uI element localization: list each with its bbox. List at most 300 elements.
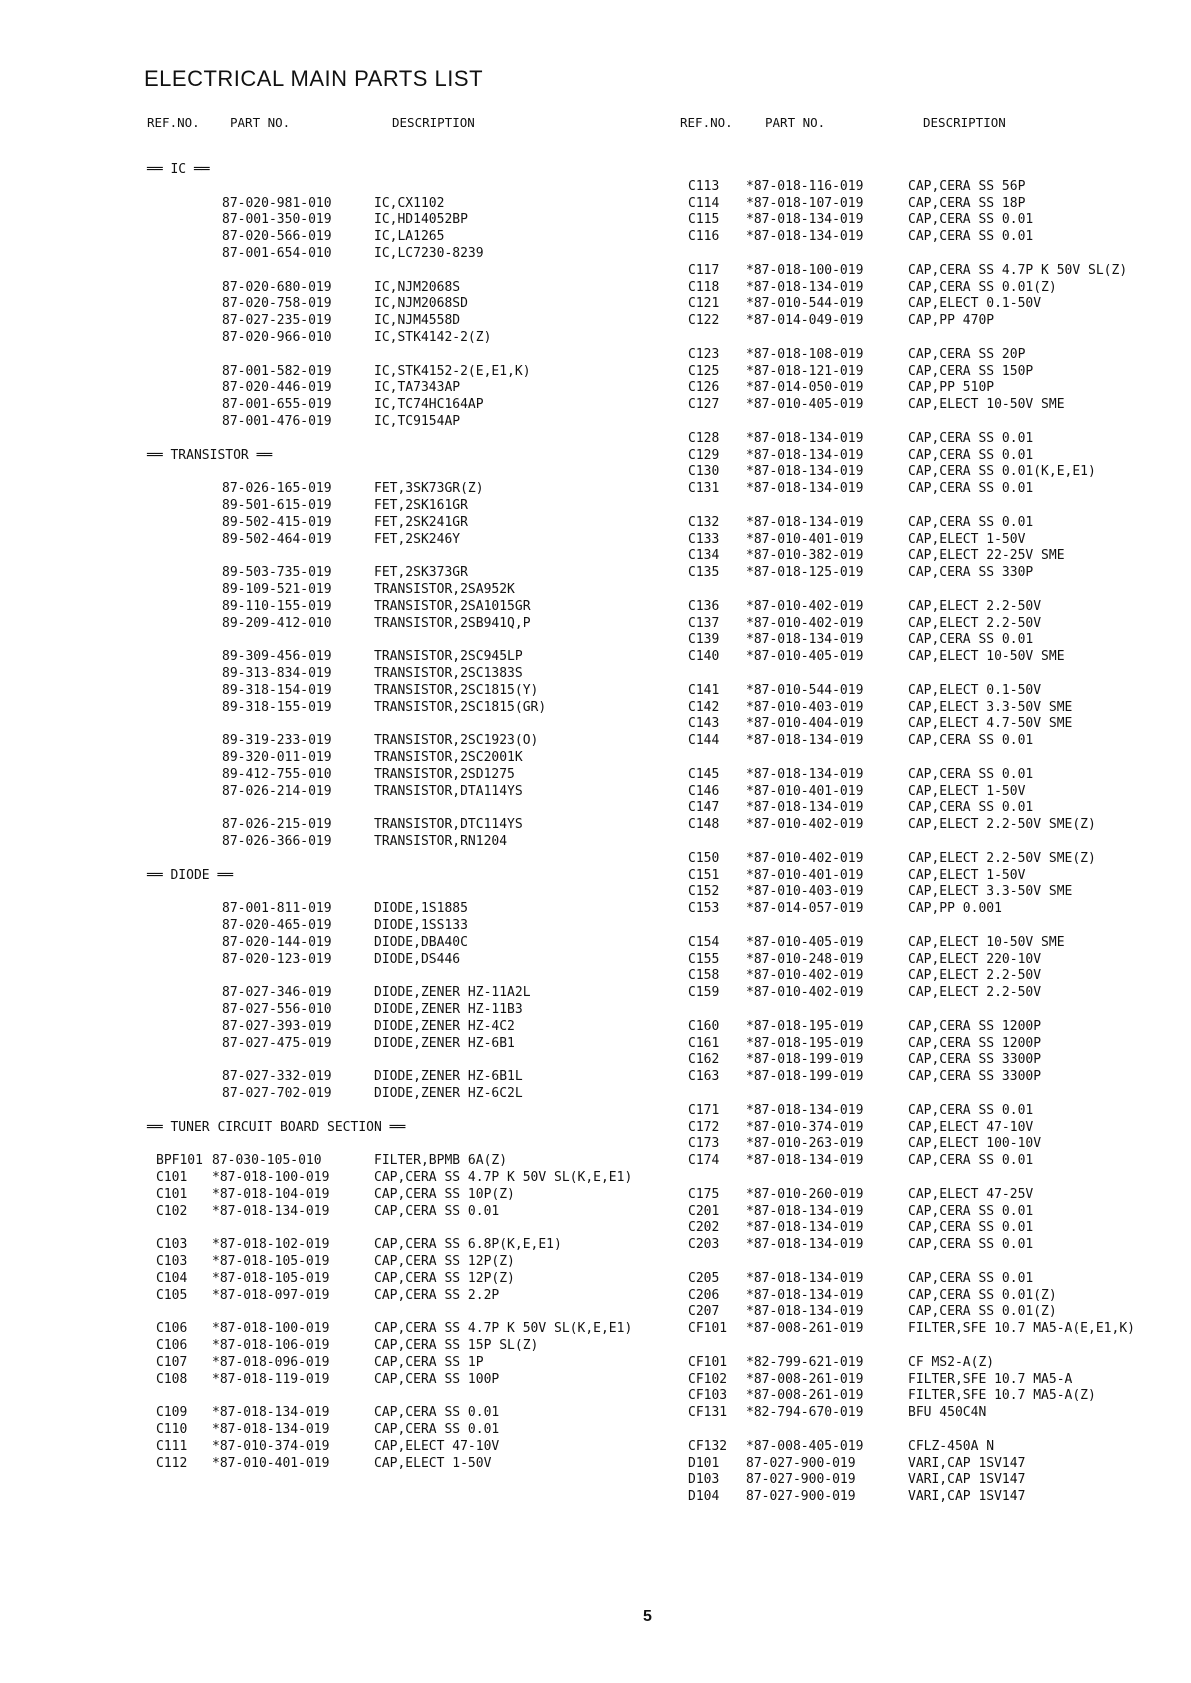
part-no: *87-018-134-019 [746, 766, 864, 782]
description: CAP,CERA SS 0.01 [908, 733, 1034, 749]
description: VARI,CAP 1SV147 [908, 1455, 1026, 1471]
description: CAP,ELECT 2.2-50V SME(Z) [908, 850, 1096, 866]
description: CAP,CERA SS 4.7P K 50V SL(K,E,E1) [374, 1321, 633, 1337]
description: TRANSISTOR,2SC1815(Y) [374, 682, 539, 698]
part-no: *87-018-134-019 [746, 514, 864, 530]
description: TRANSISTOR,2SB941Q,P [374, 615, 531, 631]
part-no: *87-010-260-019 [746, 1186, 864, 1202]
ref-no: C137 [688, 615, 720, 631]
description: CAP,CERA SS 100P [374, 1371, 500, 1387]
description: CAP,ELECT 2.2-50V [908, 615, 1042, 631]
ref-no: C175 [688, 1186, 720, 1202]
description: CAP,CERA SS 0.01(Z) [908, 1287, 1057, 1303]
part-no: *82-794-670-019 [746, 1405, 864, 1421]
part-no: *87-010-374-019 [746, 1119, 864, 1135]
page-number: 5 [643, 1608, 652, 1625]
part-no: *87-018-134-019 [746, 481, 864, 497]
part-no: *87-010-405-019 [746, 397, 864, 413]
ref-no: C174 [688, 1153, 720, 1169]
description: TRANSISTOR,RN1204 [374, 834, 508, 849]
description: CAP,ELECT 2.2-50V [908, 985, 1042, 1001]
part-no: *87-010-402-019 [746, 850, 864, 866]
part-no: *87-018-134-019 [746, 1203, 864, 1219]
ref-no: C133 [688, 531, 720, 547]
section-heading: ══ TRANSISTOR ══ [147, 447, 273, 463]
ref-no: C117 [688, 262, 720, 278]
ref-no: C155 [688, 951, 720, 967]
part-no: 87-020-144-019 [222, 934, 332, 950]
part-no: *87-018-116-019 [746, 178, 864, 194]
part-no: 87-020-966-010 [222, 330, 332, 345]
description: CAP,CERA SS 2.2P [374, 1287, 500, 1303]
ref-no: C116 [688, 229, 720, 245]
part-no: *87-010-401-019 [746, 867, 864, 883]
part-no: 87-027-475-019 [222, 1035, 332, 1051]
part-no: 87-027-332-019 [222, 1069, 332, 1085]
description: CAP,CERA SS 12P(Z) [374, 1270, 515, 1286]
description: VARI,CAP 1SV147 [908, 1472, 1026, 1488]
ref-no: C106 [156, 1338, 188, 1353]
ref-no: D103 [688, 1472, 720, 1488]
ref-no: C207 [688, 1304, 720, 1320]
part-no: *87-018-134-019 [746, 800, 864, 816]
description: CAP,CERA SS 4.7P K 50V SL(Z) [908, 262, 1128, 278]
ref-no: C135 [688, 565, 720, 581]
description: TRANSISTOR,DTC114YS [374, 817, 523, 833]
description: CAP,CERA SS 0.01 [374, 1203, 500, 1219]
description: FET,2SK246Y [374, 531, 461, 547]
description: CAP,ELECT 22-25V SME [908, 548, 1065, 564]
description: CAP,ELECT 2.2-50V [908, 598, 1042, 614]
part-no: 89-318-155-019 [222, 699, 332, 715]
description: IC,TC74HC164AP [374, 397, 484, 413]
ref-no: C148 [688, 817, 720, 833]
description: CAP,CERA SS 0.01(Z) [908, 1304, 1057, 1320]
description: CAP,ELECT 10-50V SME [908, 397, 1065, 413]
part-no: *87-010-401-019 [746, 783, 864, 799]
ref-no: C144 [688, 733, 720, 749]
ref-no: C205 [688, 1270, 720, 1286]
description: CAP,CERA SS 3300P [908, 1069, 1042, 1085]
part-no: *87-018-199-019 [746, 1069, 864, 1085]
description: CAP,CERA SS 10P(Z) [374, 1186, 515, 1202]
part-no: *87-018-100-019 [212, 1170, 330, 1185]
part-no: *87-018-134-019 [746, 632, 864, 648]
part-no: *87-018-105-019 [212, 1254, 330, 1269]
description: TRANSISTOR,2SC1383S [374, 666, 523, 681]
description: FET,3SK73GR(Z) [374, 481, 484, 497]
part-no: *87-010-382-019 [746, 548, 864, 564]
description: CAP,ELECT 2.2-50V [908, 968, 1042, 984]
description: FILTER,BPMB 6A(Z) [374, 1153, 508, 1169]
description: IC,STK4142-2(Z) [374, 330, 492, 345]
description: IC,NJM2068S [374, 279, 461, 295]
description: DIODE,ZENER HZ-6B1L [374, 1069, 523, 1085]
ref-no: C143 [688, 716, 720, 732]
part-no: 87-027-900-019 [746, 1455, 856, 1471]
right-header-part: PART NO. [765, 115, 826, 130]
description: CAP,PP 470P [908, 313, 995, 329]
part-no: *87-018-195-019 [746, 1035, 864, 1051]
page-title: ELECTRICAL MAIN PARTS LIST [144, 66, 484, 91]
ref-no: C104 [156, 1270, 188, 1286]
description: CAP,CERA SS 1P [374, 1354, 484, 1370]
ref-no: C110 [156, 1422, 188, 1437]
description: CF MS2-A(Z) [908, 1354, 995, 1370]
description: CAP,ELECT 47-10V [374, 1438, 500, 1454]
description: IC,NJM2068SD [374, 296, 468, 312]
description: CAP,PP 510P [908, 380, 995, 396]
description: DIODE,ZENER HZ-11A2L [374, 985, 531, 1001]
part-no: *87-018-134-019 [746, 464, 864, 480]
description: CAP,CERA SS 0.01 [908, 1270, 1034, 1286]
description: CAP,ELECT 47-25V [908, 1186, 1034, 1202]
part-no: 89-320-011-019 [222, 750, 332, 765]
description: CAP,CERA SS 1200P [908, 1035, 1042, 1051]
part-no: 87-026-165-019 [222, 481, 332, 497]
ref-no: C147 [688, 800, 720, 816]
part-no: *87-018-107-019 [746, 195, 864, 211]
description: CFLZ-450A N [908, 1438, 995, 1454]
part-no: *87-018-134-019 [212, 1422, 330, 1437]
left-header-ref: REF.NO. [147, 115, 200, 130]
description: FILTER,SFE 10.7 MA5-A(E,E1,K) [908, 1321, 1135, 1337]
part-no: *87-008-261-019 [746, 1321, 864, 1337]
ref-no: C118 [688, 279, 720, 295]
description: CAP,ELECT 3.3-50V SME [908, 884, 1073, 900]
description: FILTER,SFE 10.7 MA5-A [908, 1371, 1073, 1387]
ref-no: C132 [688, 514, 720, 530]
left-header-part: PART NO. [230, 115, 291, 130]
part-no: *87-010-405-019 [746, 649, 864, 665]
description: CAP,CERA SS 4.7P K 50V SL(K,E,E1) [374, 1170, 633, 1185]
right-header-desc: DESCRIPTION [923, 115, 1006, 130]
part-no: *87-010-248-019 [746, 951, 864, 967]
part-no: *87-018-134-019 [746, 229, 864, 245]
part-no: *87-018-134-019 [212, 1405, 330, 1421]
description: CAP,CERA SS 0.01 [374, 1405, 500, 1421]
part-no: 87-026-366-019 [222, 834, 332, 849]
part-no: 87-001-582-019 [222, 363, 332, 379]
part-no: *87-010-263-019 [746, 1136, 864, 1152]
description: VARI,CAP 1SV147 [908, 1489, 1026, 1505]
description: CAP,ELECT 3.3-50V SME [908, 699, 1073, 715]
part-no: *87-008-405-019 [746, 1438, 864, 1454]
description: FET,2SK373GR [374, 565, 468, 581]
part-no: 87-001-476-019 [222, 414, 332, 429]
ref-no: C121 [688, 296, 720, 312]
part-no: *87-010-403-019 [746, 884, 864, 900]
part-no: *87-014-050-019 [746, 380, 864, 396]
ref-no: C153 [688, 901, 720, 917]
part-no: 87-020-981-010 [222, 195, 332, 211]
description: TRANSISTOR,2SC945LP [374, 649, 523, 665]
description: CAP,CERA SS 0.01(Z) [908, 279, 1057, 295]
ref-no: CF101 [688, 1321, 728, 1337]
ref-no: C105 [156, 1287, 188, 1303]
description: FET,2SK161GR [374, 498, 468, 513]
description: CAP,ELECT 100-10V [908, 1136, 1042, 1152]
part-no: *87-018-134-019 [746, 1304, 864, 1320]
description: TRANSISTOR,2SC1923(O) [374, 733, 539, 749]
part-no: *87-018-121-019 [746, 363, 864, 379]
ref-no: C130 [688, 464, 720, 480]
part-no: *87-018-102-019 [212, 1237, 330, 1253]
description: TRANSISTOR,DTA114YS [374, 783, 523, 799]
description: CAP,CERA SS 0.01 [908, 514, 1034, 530]
part-no: *87-010-544-019 [746, 682, 864, 698]
ref-no: C102 [156, 1203, 188, 1219]
description: CAP,CERA SS 0.01 [908, 1203, 1034, 1219]
description: TRANSISTOR,2SC2001K [374, 750, 523, 765]
part-no: *87-018-134-019 [746, 1287, 864, 1303]
ref-no: C128 [688, 430, 720, 446]
part-no: *87-018-199-019 [746, 1052, 864, 1068]
ref-no: C108 [156, 1371, 188, 1387]
part-no: 87-020-758-019 [222, 296, 332, 312]
description: DIODE,ZENER HZ-11B3 [374, 1002, 523, 1017]
description: CAP,CERA SS 20P [908, 346, 1026, 362]
description: FILTER,SFE 10.7 MA5-A(Z) [908, 1388, 1096, 1404]
ref-no: C202 [688, 1220, 720, 1236]
ref-no: C145 [688, 766, 720, 782]
ref-no: C154 [688, 934, 720, 950]
part-no: *87-010-401-019 [212, 1455, 330, 1471]
ref-no: C109 [156, 1405, 188, 1421]
ref-no: C131 [688, 481, 720, 497]
description: DIODE,1SS133 [374, 918, 468, 933]
part-no: 87-020-680-019 [222, 279, 332, 295]
description: TRANSISTOR,2SA952K [374, 582, 515, 597]
part-no: 87-027-702-019 [222, 1086, 332, 1101]
ref-no: CF103 [688, 1388, 728, 1404]
ref-no: C123 [688, 346, 720, 362]
part-no: *87-010-374-019 [212, 1438, 330, 1454]
ref-no: C136 [688, 598, 720, 614]
part-no: 89-501-615-019 [222, 498, 332, 513]
description: CAP,CERA SS 330P [908, 565, 1034, 581]
ref-no: C201 [688, 1203, 720, 1219]
description: CAP,ELECT 10-50V SME [908, 934, 1065, 950]
part-no: *87-018-134-019 [746, 1102, 864, 1118]
part-no: 87-020-446-019 [222, 380, 332, 396]
part-no: 87-001-350-019 [222, 212, 332, 228]
description: TRANSISTOR,2SA1015GR [374, 598, 531, 614]
part-no: *87-010-402-019 [746, 817, 864, 833]
description: IC,LA1265 [374, 229, 445, 245]
description: CAP,CERA SS 0.01 [908, 800, 1034, 816]
description: CAP,CERA SS 0.01 [908, 229, 1034, 245]
ref-no: C134 [688, 548, 720, 564]
description: FET,2SK241GR [374, 514, 468, 530]
description: CAP,ELECT 1-50V [908, 531, 1026, 547]
part-no: *87-018-125-019 [746, 565, 864, 581]
ref-no: C150 [688, 850, 720, 866]
ref-no: C103 [156, 1237, 188, 1253]
ref-no: C142 [688, 699, 720, 715]
description: IC,NJM4558D [374, 313, 461, 329]
description: TRANSISTOR,2SD1275 [374, 766, 515, 782]
part-no: 87-030-105-010 [212, 1153, 322, 1169]
part-no: 87-026-214-019 [222, 783, 332, 799]
ref-no: D101 [688, 1455, 720, 1471]
description: CAP,CERA SS 0.01 [908, 766, 1034, 782]
part-no: *87-014-057-019 [746, 901, 864, 917]
ref-no: C101 [156, 1186, 188, 1202]
description: IC,STK4152-2(E,E1,K) [374, 363, 531, 379]
description: TRANSISTOR,2SC1815(GR) [374, 699, 547, 715]
part-no: 87-001-655-019 [222, 397, 332, 413]
part-no: *87-010-404-019 [746, 716, 864, 732]
description: IC,TC9154AP [374, 414, 461, 429]
ref-no: D104 [688, 1489, 720, 1505]
ref-no: C160 [688, 1018, 720, 1034]
part-no: 89-412-755-010 [222, 766, 332, 782]
description: CAP,CERA SS 0.01 [908, 481, 1034, 497]
part-no: 89-110-155-019 [222, 598, 332, 614]
part-no: *87-010-402-019 [746, 968, 864, 984]
left-header-desc: DESCRIPTION [392, 115, 475, 130]
ref-no: C113 [688, 178, 720, 194]
part-no: 87-027-556-010 [222, 1002, 332, 1017]
part-no: *87-018-100-019 [746, 262, 864, 278]
ref-no: C159 [688, 985, 720, 1001]
description: CAP,ELECT 0.1-50V [908, 682, 1042, 698]
part-no: *87-018-105-019 [212, 1270, 330, 1286]
description: CAP,ELECT 2.2-50V SME(Z) [908, 817, 1096, 833]
part-no: 87-026-215-019 [222, 817, 332, 833]
description: IC,CX1102 [374, 195, 445, 211]
part-no: *87-018-096-019 [212, 1354, 330, 1370]
description: CAP,CERA SS 0.01 [908, 1237, 1034, 1253]
description: CAP,ELECT 47-10V [908, 1119, 1034, 1135]
part-no: 89-502-464-019 [222, 531, 332, 547]
ref-no: C115 [688, 212, 720, 228]
part-no: *87-018-134-019 [746, 1220, 864, 1236]
ref-no: C139 [688, 632, 720, 648]
description: CAP,CERA SS 18P [908, 195, 1026, 211]
part-no: *87-010-402-019 [746, 985, 864, 1001]
ref-no: C203 [688, 1237, 720, 1253]
part-no: *87-018-134-019 [746, 1270, 864, 1286]
description: CAP,CERA SS 0.01(K,E,E1) [908, 464, 1096, 480]
part-no: *87-018-134-019 [212, 1203, 330, 1219]
description: CAP,CERA SS 6.8P(K,E,E1) [374, 1237, 562, 1253]
ref-no: C163 [688, 1069, 720, 1085]
part-no: *87-018-134-019 [746, 1237, 864, 1253]
description: IC,LC7230-8239 [374, 246, 484, 261]
description: DIODE,ZENER HZ-4C2 [374, 1018, 515, 1034]
part-no: 89-502-415-019 [222, 514, 332, 530]
part-no: 87-027-393-019 [222, 1018, 332, 1034]
part-no: 89-319-233-019 [222, 733, 332, 749]
part-no: *87-008-261-019 [746, 1388, 864, 1404]
description: CAP,ELECT 1-50V [908, 867, 1026, 883]
ref-no: CF102 [688, 1371, 728, 1387]
description: CAP,CERA SS 0.01 [374, 1422, 500, 1437]
ref-no: CF131 [688, 1405, 728, 1421]
description: DIODE,DS446 [374, 951, 461, 967]
part-no: *87-018-097-019 [212, 1287, 330, 1303]
description: CAP,ELECT 1-50V [908, 783, 1026, 799]
ref-no: CF132 [688, 1438, 728, 1454]
ref-no: C171 [688, 1102, 720, 1118]
ref-no: C122 [688, 313, 720, 329]
ref-no: C125 [688, 363, 720, 379]
ref-no: BPF101 [156, 1153, 203, 1169]
description: CAP,CERA SS 0.01 [908, 1153, 1034, 1169]
part-no: 89-209-412-010 [222, 615, 332, 631]
description: DIODE,ZENER HZ-6C2L [374, 1086, 523, 1101]
part-no: 89-309-456-019 [222, 649, 332, 665]
part-no: *87-018-134-019 [746, 430, 864, 446]
part-no: *87-010-401-019 [746, 531, 864, 547]
part-no: 87-027-900-019 [746, 1489, 856, 1505]
part-no: *87-008-261-019 [746, 1371, 864, 1387]
description: BFU 450C4N [908, 1405, 987, 1421]
description: CAP,CERA SS 0.01 [908, 447, 1034, 463]
description: CAP,CERA SS 56P [908, 178, 1026, 194]
description: CAP,CERA SS 150P [908, 363, 1034, 379]
ref-no: C161 [688, 1035, 720, 1051]
part-no: *87-018-119-019 [212, 1371, 330, 1387]
ref-no: C107 [156, 1354, 188, 1370]
part-no: 87-027-346-019 [222, 985, 332, 1001]
right-header-ref: REF.NO. [680, 115, 733, 130]
part-no: *87-018-195-019 [746, 1018, 864, 1034]
description: CAP,CERA SS 12P(Z) [374, 1254, 515, 1269]
part-no: *87-018-134-019 [746, 279, 864, 295]
part-no: *87-018-134-019 [746, 212, 864, 228]
description: CAP,ELECT 10-50V SME [908, 649, 1065, 665]
part-no: 87-001-811-019 [222, 901, 332, 917]
ref-no: C151 [688, 867, 720, 883]
part-no: *87-018-106-019 [212, 1338, 330, 1353]
ref-no: C127 [688, 397, 720, 413]
part-no: 89-313-834-019 [222, 666, 332, 681]
part-no: *87-018-108-019 [746, 346, 864, 362]
part-no: 87-020-566-019 [222, 229, 332, 245]
description: CAP,ELECT 1-50V [374, 1455, 492, 1471]
ref-no: C152 [688, 884, 720, 900]
part-no: *87-010-405-019 [746, 934, 864, 950]
part-no: *87-018-104-019 [212, 1186, 330, 1202]
ref-no: C140 [688, 649, 720, 665]
ref-no: C112 [156, 1455, 188, 1471]
description: CAP,ELECT 0.1-50V [908, 296, 1042, 312]
part-no: *87-014-049-019 [746, 313, 864, 329]
description: DIODE,DBA40C [374, 934, 468, 950]
part-no: 87-027-900-019 [746, 1472, 856, 1488]
description: CAP,CERA SS 0.01 [908, 1102, 1034, 1118]
part-no: *82-799-621-019 [746, 1354, 864, 1370]
part-no: 89-109-521-019 [222, 582, 332, 597]
description: CAP,CERA SS 1200P [908, 1018, 1042, 1034]
part-no: *87-018-100-019 [212, 1321, 330, 1337]
section-heading: ══ TUNER CIRCUIT BOARD SECTION ══ [147, 1119, 406, 1135]
description: CAP,CERA SS 0.01 [908, 212, 1034, 228]
part-no: *87-010-403-019 [746, 699, 864, 715]
part-no: 87-001-654-010 [222, 246, 332, 261]
description: CAP,CERA SS 0.01 [908, 632, 1034, 648]
section-heading: ══ DIODE ══ [147, 867, 234, 883]
ref-no: C114 [688, 195, 720, 211]
ref-no: C162 [688, 1052, 720, 1068]
ref-no: C129 [688, 447, 720, 463]
ref-no: C172 [688, 1119, 720, 1135]
ref-no: C106 [156, 1321, 188, 1337]
part-no: *87-018-134-019 [746, 1153, 864, 1169]
